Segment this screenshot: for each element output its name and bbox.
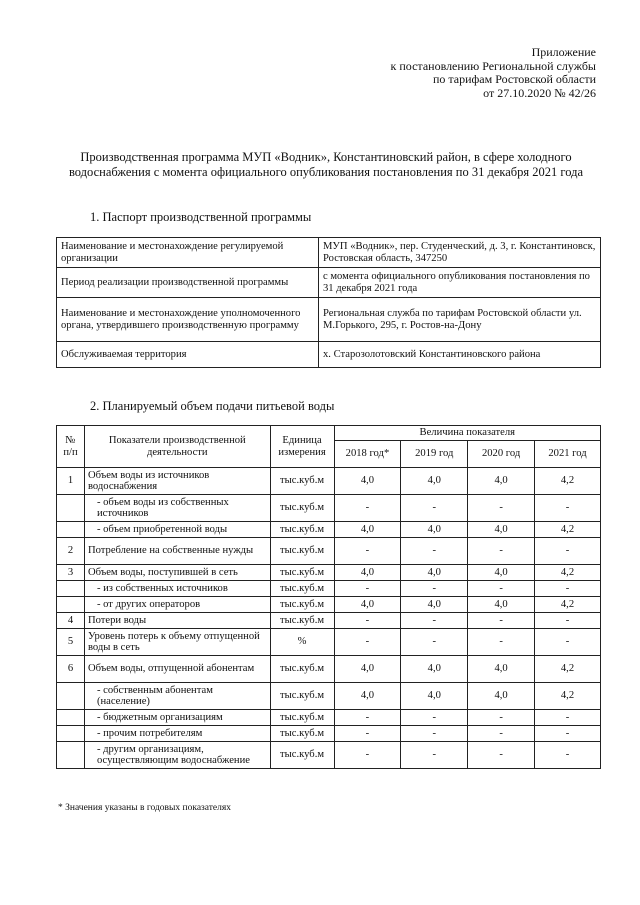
passport-label: Период реализации производственной программы [57,268,319,298]
row-value: - [334,613,401,629]
row-value: - [535,726,601,742]
row-value: 4,0 [468,683,535,710]
row-value: 4,2 [535,597,601,613]
row-number [57,742,85,769]
row-indicator: Объем воды, отпущенной абонентам [84,656,270,683]
row-value: - [401,726,468,742]
row-unit: тыс.куб.м [270,710,334,726]
header-year: 2020 год [468,441,535,468]
row-unit: тыс.куб.м [270,538,334,565]
row-indicator: - объем приобретенной воды [84,522,270,538]
row-value: - [468,742,535,769]
row-unit: тыс.куб.м [270,565,334,581]
row-indicator: - из собственных источников [84,581,270,597]
row-unit: тыс.куб.м [270,613,334,629]
row-unit: тыс.куб.м [270,597,334,613]
row-value: - [468,581,535,597]
row-value: 4,2 [535,468,601,495]
row-number [57,495,85,522]
row-value: - [535,581,601,597]
row-value: - [535,613,601,629]
row-value: - [334,726,401,742]
row-unit: тыс.куб.м [270,656,334,683]
row-value: - [468,629,535,656]
table-row [57,538,601,565]
row-indicator: - другим организациям, осуществляющим водоснабжение [84,742,270,769]
row-number: 2 [57,538,85,565]
row-unit: тыс.куб.м [270,468,334,495]
row-indicator: Объем воды из источников водоснабжения [84,468,270,495]
row-value: 4,0 [468,597,535,613]
header-value-group: Величина показателя [334,426,600,441]
row-indicator: Потери воды [84,613,270,629]
appendix-line: от 27.10.2020 № 42/26 [483,85,596,100]
header-year: 2018 год* [334,441,401,468]
row-value: - [401,710,468,726]
row-value: 4,0 [401,468,468,495]
section-2-heading: 2. Планируемый объем подачи питьевой воды [90,399,335,413]
appendix-line: Приложение [531,45,596,59]
row-value: 4,0 [468,522,535,538]
passport-table [56,237,601,368]
row-number: 1 [57,468,85,495]
section-1-heading: 1. Паспорт производственной программы [90,210,312,224]
row-value: - [468,613,535,629]
passport-label: Наименование и местонахождение уполномоченного органа, утвердившего производственную программу [57,298,319,342]
row-unit: % [270,629,334,656]
table-row [57,495,601,522]
row-indicator: Уровень потерь к объему отпущенной воды в сеть [84,629,270,656]
footnote: * Значения указаны в годовых показателях [58,803,232,813]
row-value: - [401,495,468,522]
row-value: - [401,742,468,769]
table-row [57,565,601,581]
header-num: № п/п [57,426,85,468]
passport-label: Обслуживаемая территория [57,342,319,368]
passport-value: с момента официального опубликования постановления по 31 декабря 2021 года [319,268,601,298]
row-value: 4,0 [401,683,468,710]
row-value: - [535,629,601,656]
table-row [57,629,601,656]
row-value: 4,0 [468,468,535,495]
row-unit: тыс.куб.м [270,581,334,597]
passport-value: Региональная служба по тарифам Ростовской области ул. М.Горького, 295, г. Ростов-на-Дону [319,298,601,342]
row-indicator: - бюджетным организациям [84,710,270,726]
table-row [57,742,601,769]
row-value: - [401,538,468,565]
row-indicator: - прочим потребителям [84,726,270,742]
table-row [57,656,601,683]
row-value: 4,0 [334,656,401,683]
row-value: - [334,629,401,656]
row-value: - [401,629,468,656]
row-number [57,597,85,613]
row-indicator: - объем воды из собственных источников [84,495,270,522]
row-value: - [468,726,535,742]
table-row [57,268,601,298]
row-value: - [401,581,468,597]
appendix-block [391,46,596,100]
table-row [57,522,601,538]
header-year: 2019 год [401,441,468,468]
row-value: 4,2 [535,683,601,710]
header-indicator: Показатели производственной деятельности [84,426,270,468]
water-volume-table [56,425,601,769]
row-value: 4,2 [535,656,601,683]
row-value: - [334,538,401,565]
row-number [57,581,85,597]
row-unit: тыс.куб.м [270,683,334,710]
row-unit: тыс.куб.м [270,726,334,742]
row-value: 4,0 [468,656,535,683]
row-value: 4,0 [334,468,401,495]
row-unit: тыс.куб.м [270,522,334,538]
row-value: 4,0 [334,565,401,581]
row-value: 4,0 [334,597,401,613]
appendix-line: к постановлению Региональной службы [390,58,596,73]
document-title: Производственная программа МУП «Водник», Константиновский район, в сфере холодного водоснабжения с момента официального опубликования постановления по 31 декабря 2021 года [68,150,584,179]
row-unit: тыс.куб.м [270,742,334,769]
row-indicator: Потребление на собственные нужды [84,538,270,565]
table-row [57,710,601,726]
row-value: 4,0 [401,656,468,683]
table-header-row [57,426,601,441]
row-number: 4 [57,613,85,629]
passport-label: Наименование и местонахождение регулируемой организации [57,238,319,268]
header-year: 2021 год [535,441,601,468]
row-value: - [334,581,401,597]
row-indicator: - собственным абонентам (население) [84,683,270,710]
table-row [57,468,601,495]
table-row [57,298,601,342]
row-value: 4,2 [535,522,601,538]
row-value: - [535,495,601,522]
row-value: - [468,710,535,726]
row-number [57,522,85,538]
table-row [57,342,601,368]
row-number: 5 [57,629,85,656]
table-row [57,683,601,710]
row-value: 4,0 [334,522,401,538]
row-value: - [401,613,468,629]
row-value: - [334,742,401,769]
passport-value: х. Старозолотовский Константиновского района [319,342,601,368]
passport-value: МУП «Водник», пер. Студенческий, д. 3, г. Константиновск, Ростовская область, 347250 [319,238,601,268]
header-unit: Единица измерения [270,426,334,468]
row-value: - [468,538,535,565]
row-value: - [334,495,401,522]
row-value: - [535,742,601,769]
row-number [57,683,85,710]
table-body [57,468,601,769]
table-row [57,613,601,629]
row-value: 4,0 [468,565,535,581]
row-value: 4,0 [401,597,468,613]
row-value: - [535,538,601,565]
table-row [57,581,601,597]
row-value: 4,0 [401,565,468,581]
table-row [57,238,601,268]
row-number [57,726,85,742]
row-value: - [334,710,401,726]
table-row [57,726,601,742]
row-indicator: Объем воды, поступившей в сеть [84,565,270,581]
row-unit: тыс.куб.м [270,495,334,522]
table-row [57,597,601,613]
row-value: 4,0 [401,522,468,538]
row-value: 4,0 [334,683,401,710]
row-value: - [535,710,601,726]
appendix-line: по тарифам Ростовской области [432,72,596,86]
row-value: 4,2 [535,565,601,581]
row-indicator: - от других операторов [84,597,270,613]
row-number: 6 [57,656,85,683]
row-value: - [468,495,535,522]
row-number: 3 [57,565,85,581]
row-number [57,710,85,726]
